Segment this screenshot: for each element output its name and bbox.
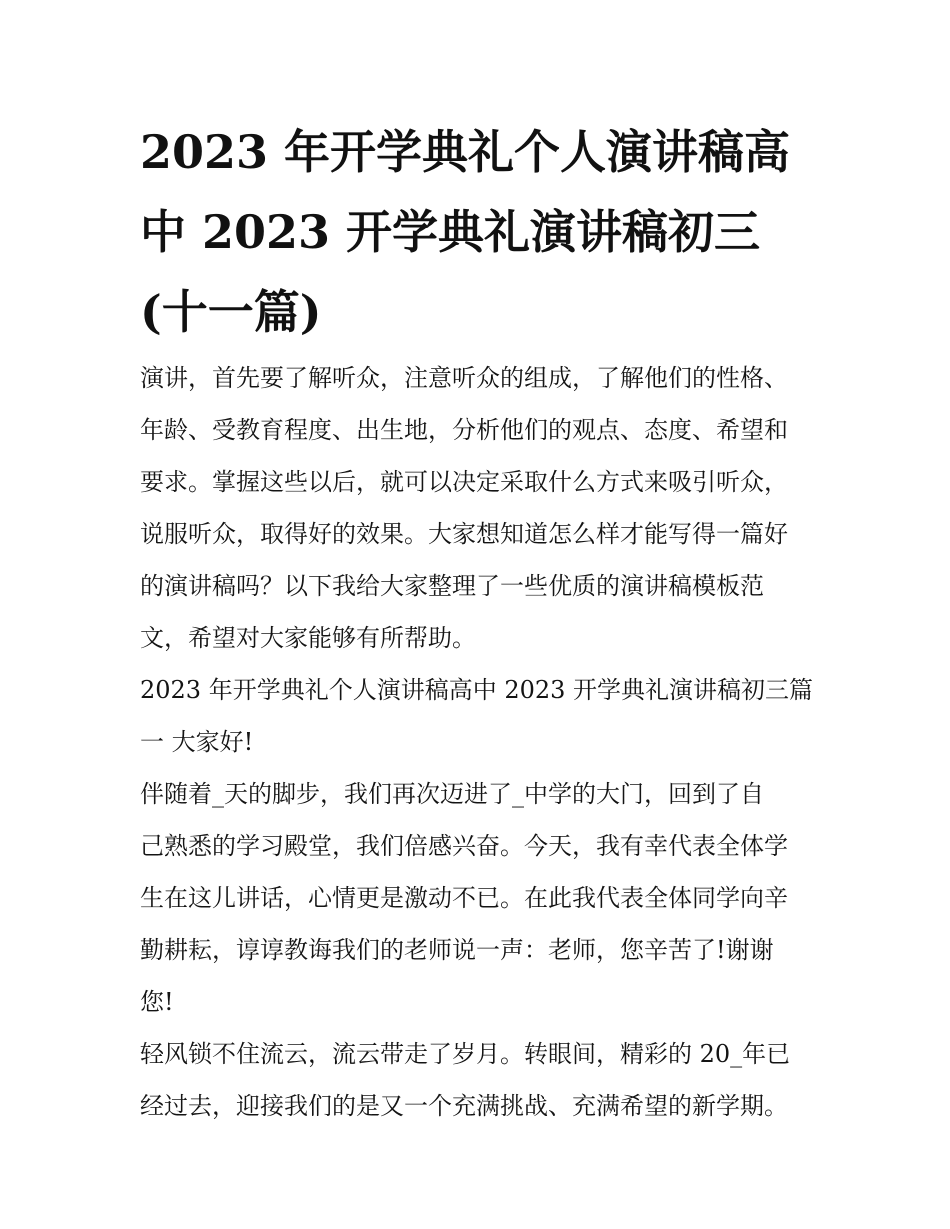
text-line: 勤耕耘，谆谆教诲我们的老师说一声：老师，您辛苦了!谢谢 bbox=[140, 936, 774, 964]
text-line: 年龄、受教育程度、出生地，分析他们的观点、态度、希望和 bbox=[140, 416, 788, 444]
text-line: 要求。掌握这些以后，就可以决定采取什么方式来吸引听众， bbox=[140, 468, 788, 496]
title-line: (十一篇) bbox=[140, 285, 322, 339]
text-line: 一 大家好! bbox=[140, 728, 254, 756]
text-line: 您! bbox=[140, 988, 174, 1016]
title-line: 中 2023 开学典礼演讲稿初三 bbox=[140, 205, 761, 259]
text-line: 2023 年开学典礼个人演讲稿高中 2023 开学典礼演讲稿初三篇 bbox=[140, 676, 814, 704]
paragraph-intro bbox=[140, 352, 820, 664]
text-line: 己熟悉的学习殿堂，我们倍感兴奋。今天，我有幸代表全体学 bbox=[140, 832, 788, 860]
paragraph-new-term bbox=[140, 1028, 820, 1132]
document-title bbox=[140, 112, 820, 352]
text-line: 演讲，首先要了解听众，注意听众的组成，了解他们的性格、 bbox=[140, 364, 788, 392]
paragraph-greeting bbox=[140, 768, 820, 1028]
text-line: 伴随着_天的脚步，我们再次迈进了_中学的大门，回到了自 bbox=[140, 780, 764, 808]
text-line: 说服听众，取得好的效果。大家想知道怎么样才能写得一篇好 bbox=[140, 520, 788, 548]
paragraph-section-heading bbox=[140, 664, 820, 768]
text-line: 文，希望对大家能够有所帮助。 bbox=[140, 624, 476, 652]
text-line: 轻风锁不住流云，流云带走了岁月。转眼间，精彩的 20_年已 bbox=[140, 1040, 791, 1068]
title-line: 2023 年开学典礼个人演讲稿高 bbox=[140, 125, 791, 179]
text-line: 的演讲稿吗？以下我给大家整理了一些优质的演讲稿模板范 bbox=[140, 572, 764, 600]
text-line: 生在这儿讲话，心情更是激动不已。在此我代表全体同学向辛 bbox=[140, 884, 788, 912]
text-line: 经过去，迎接我们的是又一个充满挑战、充满希望的新学期。 bbox=[140, 1092, 788, 1120]
document-body bbox=[140, 352, 820, 1132]
